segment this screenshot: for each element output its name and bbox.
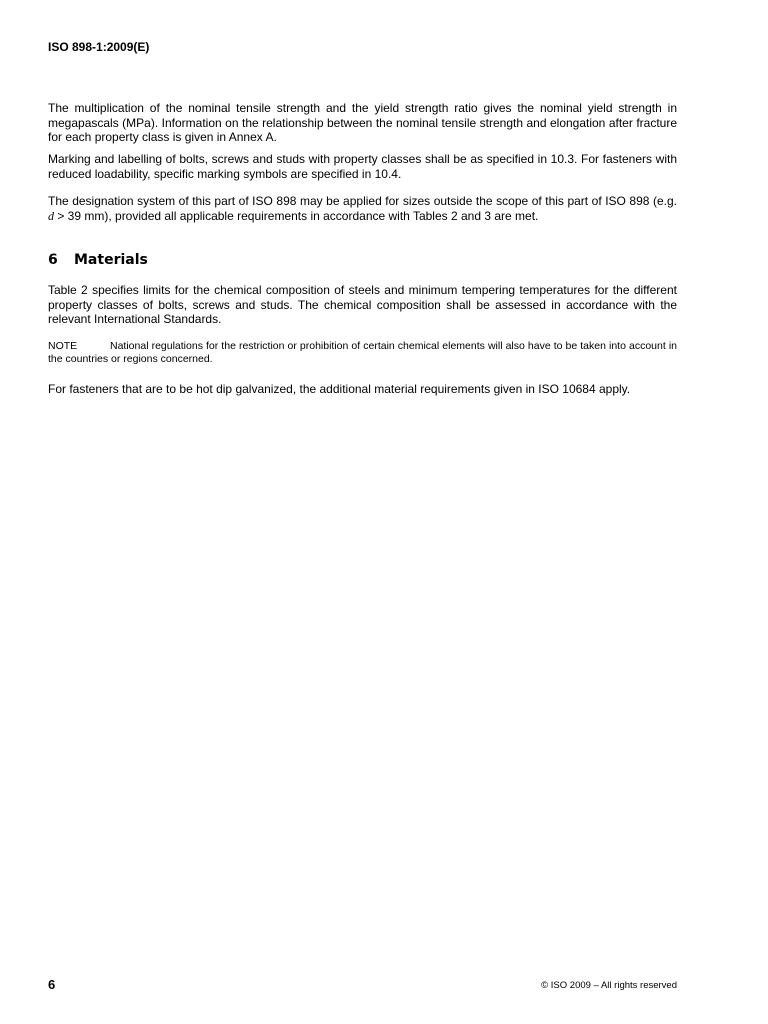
paragraph-hot-dip-galvanized xyxy=(48,382,677,397)
section-number: 6 xyxy=(48,252,58,268)
paragraph-designation-system xyxy=(48,194,677,223)
paragraph-text: Table 2 specifies limits for the chemical composition of steels and minimum tempering temperatures for the different property classes of bolts, screws and studs. The chemical composition shall be assessed in accordance with the relevant International Standards. xyxy=(48,283,677,326)
page-number: 6 xyxy=(48,977,56,992)
copyright-notice: © ISO 2009 – All rights reserved xyxy=(541,980,677,991)
note-text: National regulations for the restriction or prohibition of certain chemical elements will also have to be taken into account in the countries or regions concerned. xyxy=(48,340,677,365)
section-heading-materials xyxy=(48,252,148,268)
paragraph-text-part: The designation system of this part of ISO 898 may be applied for sizes outside the scope of this part of ISO 898 (e.g. xyxy=(48,194,677,208)
note-label: NOTE xyxy=(48,340,78,352)
section-title: Materials xyxy=(74,252,148,268)
note-block xyxy=(48,340,677,366)
paragraph-text: For fasteners that are to be hot dip galvanized, the additional material requirements given in ISO 10684 apply. xyxy=(48,382,631,396)
paragraph-text-part: > 39 mm), provided all applicable requirements in accordance with Tables 2 and 3 are met. xyxy=(54,208,539,223)
document-id-header: ISO 898-1:2009(E) xyxy=(48,40,150,54)
paragraph-marking-labelling xyxy=(48,152,677,181)
paragraph-nominal-yield-strength xyxy=(48,101,677,145)
paragraph-text xyxy=(48,194,677,223)
paragraph-text: Marking and labelling of bolts, screws and studs with property classes shall be as specified in 10.3. For fasteners with reduced loadability, specific marking symbols are specified in 10.4. xyxy=(48,152,677,181)
paragraph-chemical-composition xyxy=(48,283,677,327)
paragraph-text: The multiplication of the nominal tensile strength and the yield strength ratio gives the nominal yield strength in megapascals (MPa). Information on the relationship between the nominal tensile strength and elongation after fracture for each property class is given in Annex A. xyxy=(48,101,677,144)
variable-d: d xyxy=(48,208,54,223)
